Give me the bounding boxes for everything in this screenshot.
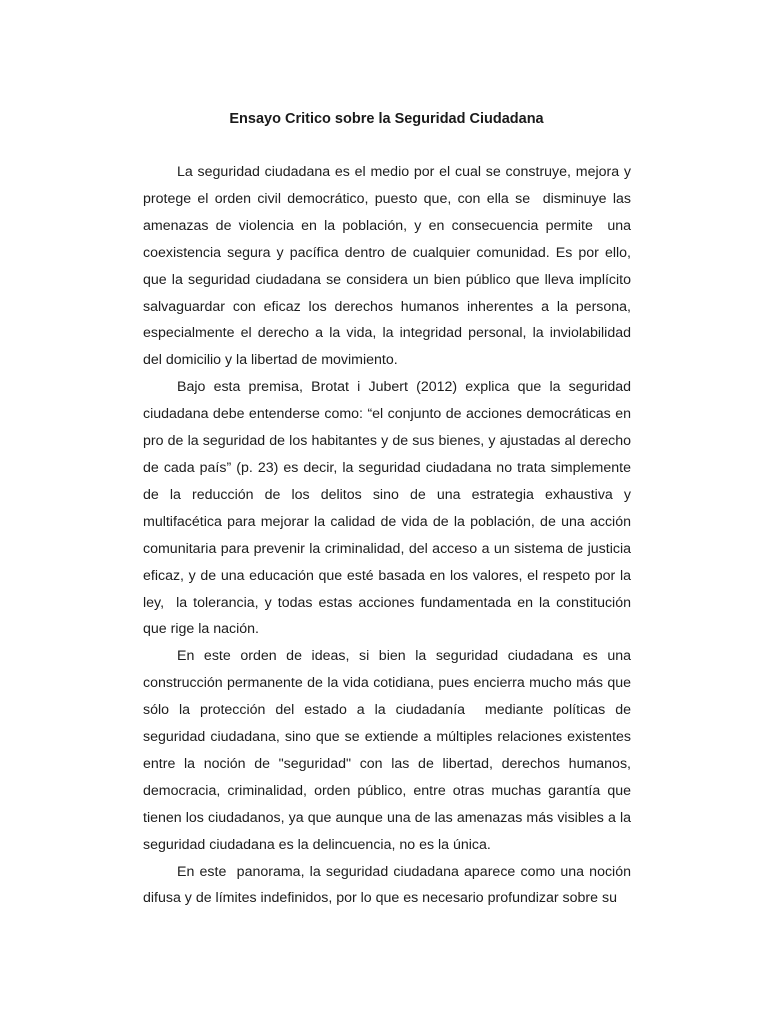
document-body [143,159,635,912]
paragraph-2: Bajo esta premisa, Brotat i Jubert (2012) explica que la seguridad ciudadana debe entenderse como: “el conjunto de acciones democráticas en pro de la seguridad de los habitantes y de sus bienes, y ajustadas al derecho de cada país” (p. 23) es decir, la seguridad ciudadana no trata simplemente de la reducción de los delitos sino de una estrategia exhaustiva y multifacética para mejorar la calidad de vida de la población, de una acción comunitaria para prevenir la criminalidad, del acceso a un sistema de justicia eficaz, y de una educación que esté basada en los valores, el respeto por la ley, la tolerancia, y todas estas acciones fundamentada en la constitución que rige la nación. [143,379,635,638]
paragraph-3: En este orden de ideas, si bien la seguridad ciudadana es una construcción permanente de la vida cotidiana, pues encierra mucho más que sólo la protección del estado a la ciudadanía mediante políticas de seguridad ciudadana, sino que se extiende a múltiples relaciones existentes entre la noción de "seguridad" con las de libertad, derechos humanos, democracia, criminalidad, orden público, entre otras muchas garantía que tienen los ciudadanos, ya que aunque una de las amenazas más visibles a la seguridad ciudadana es la delincuencia, no es la única. [143,648,635,853]
document-title: Ensayo Critico sobre la Seguridad Ciudadana [229,111,544,127]
paragraph-1: La seguridad ciudadana es el medio por el cual se construye, mejora y protege el orden civil democrático, puesto que, con ella se disminuye las amenazas de violencia en la población, y en consecuencia permite una coexistencia segura y pacífica dentro de cualquier comunidad. Es por ello, que la seguridad ciudadana se considera un bien público que lleva implícito salvaguardar con eficaz los derechos humanos inherentes a la persona, especialmente el derecho a la vida, la integridad personal, la inviolabilidad del domicilio y la libertad de movimiento. [143,164,635,369]
paragraph-4: En este panorama, la seguridad ciudadana aparece como una noción difusa y de límites indefinidos, por lo que es necesario profundizar sobre su [143,863,635,907]
